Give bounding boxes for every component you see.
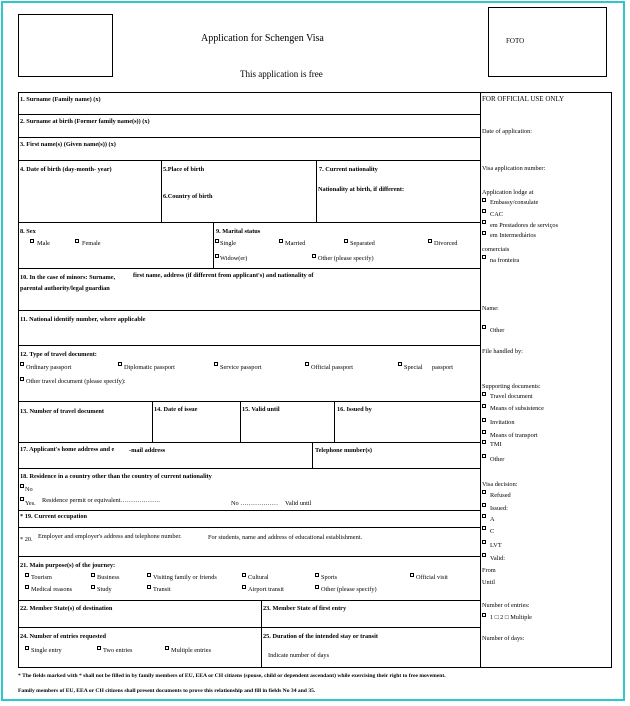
support-tmi-label: TMI xyxy=(490,441,502,448)
field-22-label: 22. Member State(s) of destination xyxy=(20,605,113,612)
official-visa-num: Visa application number: xyxy=(482,165,546,172)
support-transport-label: Means of transport xyxy=(490,432,538,439)
logo-box xyxy=(18,14,113,77)
footer-note-1: * The fields marked with * shall not be filled in by family members of EU, EEA or CH citizens (spouse, child or dependent ascendant) while exercising their right to free movement. xyxy=(18,673,446,679)
field-25-days-label: Indicate number of days xyxy=(268,652,330,659)
purpose-tourism-label: Tourism xyxy=(31,574,52,581)
purpose-family-checkbox[interactable] xyxy=(147,573,151,577)
field-17-label-b: -mail address xyxy=(129,447,166,454)
field-20-label-a: * 20. xyxy=(20,536,33,543)
purpose-medical-checkbox[interactable] xyxy=(25,585,29,589)
residence-no-label: No xyxy=(25,486,33,493)
lodged-fronteira-checkbox[interactable] xyxy=(482,255,486,259)
support-other-checkbox[interactable] xyxy=(482,454,486,458)
doc-ordinary-checkbox[interactable] xyxy=(20,362,24,366)
residence-no2-label: No ……………… xyxy=(231,500,279,507)
official-handled: File handled by: xyxy=(482,348,523,355)
decision-issued-label: Issued: xyxy=(490,505,508,512)
issued-a-checkbox[interactable] xyxy=(482,514,486,518)
marital-divorced-checkbox[interactable] xyxy=(428,239,432,243)
marital-other-label: Other (please specify) xyxy=(318,255,374,262)
marital-widow-checkbox[interactable] xyxy=(215,254,219,258)
field-9-label: 9. Marital status xyxy=(216,228,261,235)
doc-official-checkbox[interactable] xyxy=(305,362,309,366)
marital-separated-checkbox[interactable] xyxy=(344,239,348,243)
field-11-label: 11. National identify number, where applicable xyxy=(20,316,146,323)
marital-separated-label: Separated xyxy=(350,240,375,247)
entries-checkbox[interactable] xyxy=(482,613,486,617)
official-divider xyxy=(480,92,481,668)
issued-valid-checkbox[interactable] xyxy=(482,553,486,557)
purpose-medical-label: Medical reasons xyxy=(31,586,73,593)
entry-multiple-label: Multiple entries xyxy=(171,647,212,654)
photo-label: FOTO xyxy=(506,37,525,45)
purpose-other-label: Other (please specify) xyxy=(321,586,377,593)
field-15-label: 15. Valid until xyxy=(242,406,280,413)
field-3-label: 3. First name(s) (Given name(s)) (x) xyxy=(20,141,116,148)
sex-female-checkbox[interactable] xyxy=(75,239,79,243)
residence-permit-label: Residence permit or equivalent………………. xyxy=(42,497,160,504)
entry-two-label: Two entries xyxy=(103,647,133,654)
field-12-label: 12. Type of travel document: xyxy=(20,351,97,358)
purpose-official-label: Official visit xyxy=(416,574,448,581)
residence-yes-label: Yes. xyxy=(25,500,36,507)
official-supporting: Supporting documents: xyxy=(482,383,541,390)
purpose-official-checkbox[interactable] xyxy=(410,573,414,577)
lodged-cac-label: CAC xyxy=(490,211,503,218)
decision-issued-checkbox[interactable] xyxy=(482,503,486,507)
field-17-telephone-label: Telephone number(s) xyxy=(315,447,372,454)
field-2-label: 2. Surname at birth (Former family name(s)) (x) xyxy=(20,118,150,125)
entry-single-checkbox[interactable] xyxy=(25,646,29,650)
field-7b-label: Nationality at birth, if different: xyxy=(318,186,405,193)
doc-passport-label: passport xyxy=(432,364,453,371)
doc-other-checkbox[interactable] xyxy=(20,377,24,381)
support-subsistence-checkbox[interactable] xyxy=(482,404,486,408)
form-title: Application for Schengen Visa xyxy=(201,33,324,44)
lodged-comerciais-label: comerciais xyxy=(482,246,510,253)
issued-c-label: C xyxy=(490,528,495,535)
field-4-label: 4. Date of birth (day-month- year) xyxy=(20,166,112,173)
decision-refused-label: Refused xyxy=(490,492,511,499)
official-name: Name: xyxy=(482,305,499,312)
official-other-checkbox[interactable] xyxy=(482,325,486,329)
support-tmi-checkbox[interactable] xyxy=(482,440,486,444)
entry-two-checkbox[interactable] xyxy=(97,646,101,650)
field-21-label: 21. Main purpose(s) of the journey: xyxy=(20,562,116,569)
issued-valid-label: Valid: xyxy=(490,555,506,562)
form-subtitle: This application is free xyxy=(240,69,323,79)
official-entries: Number of entries: xyxy=(482,602,530,609)
field-10-label-b: first name, address (if different from applicant's) and nationality of xyxy=(133,272,314,279)
marital-single-label: Single xyxy=(220,240,237,247)
purpose-business-checkbox[interactable] xyxy=(91,573,95,577)
sex-male-checkbox[interactable] xyxy=(30,239,34,243)
lodged-prestadores-checkbox[interactable] xyxy=(482,220,486,224)
residence-yes-checkbox[interactable] xyxy=(20,497,24,501)
doc-diplomatic-checkbox[interactable] xyxy=(118,362,122,366)
issued-c-checkbox[interactable] xyxy=(482,526,486,530)
field-6-label: 6.Country of birth xyxy=(163,193,213,200)
purpose-airport-label: Airport transit xyxy=(248,586,284,593)
residence-valid-label: Valid until xyxy=(285,500,312,507)
support-subsistence-label: Means of subsistence xyxy=(490,405,544,412)
official-date-app: Date of application: xyxy=(482,128,533,135)
marital-widow-label: Widow(er) xyxy=(220,255,248,262)
marital-other-checkbox[interactable] xyxy=(312,254,316,258)
marital-married-checkbox[interactable] xyxy=(279,239,283,243)
entry-single-label: Single entry xyxy=(31,647,62,654)
marital-married-label: Married xyxy=(285,240,306,247)
lodged-prestadores-label: em Prestadores de serviços xyxy=(490,222,559,229)
official-days: Number of days: xyxy=(482,635,525,642)
purpose-sports-checkbox[interactable] xyxy=(315,573,319,577)
doc-other-label: Other travel document (please specify): xyxy=(26,378,126,385)
purpose-airport-checkbox[interactable] xyxy=(242,585,246,589)
support-other-label: Other xyxy=(490,456,505,463)
field-5-label: 5.Place of birth xyxy=(163,166,205,173)
entry-multiple-checkbox[interactable] xyxy=(165,646,169,650)
field-10-label-a: 10. In the case of minors: Surname, xyxy=(20,274,116,281)
field-13-label: 13. Number of travel document xyxy=(20,408,105,415)
official-decision: Visa decision: xyxy=(482,481,518,488)
purpose-transit-label: Transit xyxy=(153,586,171,593)
doc-diplomatic-label: Diplomatic passport xyxy=(124,364,175,371)
doc-official-label: Official passport xyxy=(311,364,354,371)
support-invitation-checkbox[interactable] xyxy=(482,418,486,422)
issued-a-label: A xyxy=(490,516,495,523)
purpose-cultural-checkbox[interactable] xyxy=(242,573,246,577)
field-20-label-b: Employer and employer's address and telephone number. xyxy=(38,533,182,540)
residence-no-checkbox[interactable] xyxy=(20,484,24,488)
issued-lvt-label: LVT xyxy=(490,542,502,549)
field-20-label-c: For students, name and address of educational establishment. xyxy=(208,534,363,541)
lodged-intermediarios-label: em Intermediários xyxy=(490,232,536,239)
purpose-transit-checkbox[interactable] xyxy=(147,585,151,589)
field-8-label: 8. Sex xyxy=(20,228,36,235)
marital-single-checkbox[interactable] xyxy=(215,239,219,243)
issued-lvt-checkbox[interactable] xyxy=(482,540,486,544)
field-25-label: 25. Duration of the intended stay or transit xyxy=(263,633,378,640)
lodged-embassy-checkbox[interactable] xyxy=(482,198,486,202)
official-until: Until xyxy=(482,579,495,586)
purpose-business-label: Business xyxy=(97,574,120,581)
official-title: FOR OFFICIAL USE ONLY xyxy=(482,95,565,103)
doc-service-checkbox[interactable] xyxy=(214,362,218,366)
support-invitation-label: Invitation xyxy=(490,419,515,426)
lodged-intermediarios-checkbox[interactable] xyxy=(482,231,486,235)
field-16-label: 16. Issued by xyxy=(337,406,372,413)
doc-special-label: Special xyxy=(404,364,423,371)
field-19-label: * 19. Current occupation xyxy=(20,513,88,520)
field-17-label-a: 17. Applicant's home address and e xyxy=(20,446,115,453)
official-entries-options: 1 □ 2 □ Multiple xyxy=(490,614,532,621)
purpose-study-label: Study xyxy=(97,586,112,593)
doc-special-checkbox[interactable] xyxy=(398,362,402,366)
official-lodged: Application lodge at xyxy=(482,189,534,196)
purpose-cultural-label: Cultural xyxy=(248,574,269,581)
field-23-label: 23. Member State of first entry xyxy=(263,605,347,612)
sex-male-label: Male xyxy=(37,240,50,247)
official-from: From xyxy=(482,567,496,574)
decision-refused-checkbox[interactable] xyxy=(482,490,486,494)
field-24-label: 24. Number of entries requested xyxy=(20,633,106,640)
purpose-sports-label: Sports xyxy=(321,574,338,581)
support-transport-checkbox[interactable] xyxy=(482,430,486,434)
sex-female-label: Female xyxy=(82,240,101,247)
purpose-family-label: Visiting family or friends xyxy=(153,574,217,581)
field-7-label: 7. Current nationality xyxy=(319,166,378,173)
field-1-label: 1. Surname (Family name) (x) xyxy=(20,96,101,103)
purpose-other-checkbox[interactable] xyxy=(315,585,319,589)
footer-note-2: Family members of EU, EEA or CH citizens shall present documents to prove this relationship and fill in fields No 34 and 35. xyxy=(18,688,316,694)
purpose-study-checkbox[interactable] xyxy=(91,585,95,589)
purpose-tourism-checkbox[interactable] xyxy=(25,573,29,577)
field-14-label: 14. Date of issue xyxy=(154,406,198,413)
marital-divorced-label: Divorced xyxy=(434,240,458,247)
field-10-label-c: parental authority/legal guardian xyxy=(20,285,110,292)
doc-ordinary-label: Ordinary passport xyxy=(26,364,72,371)
lodged-embassy-label: Embassy/consulate xyxy=(490,199,539,206)
field-18-label: 18. Residence in a country other than the country of current nationality xyxy=(20,473,212,480)
lodged-fronteira-label: na fronteira xyxy=(490,257,520,264)
doc-service-label: Service passport xyxy=(220,364,262,371)
official-other-label: Other xyxy=(490,327,505,334)
lodged-cac-checkbox[interactable] xyxy=(482,209,486,213)
support-travel-checkbox[interactable] xyxy=(482,392,486,396)
support-travel-label: Travel document xyxy=(490,393,533,400)
